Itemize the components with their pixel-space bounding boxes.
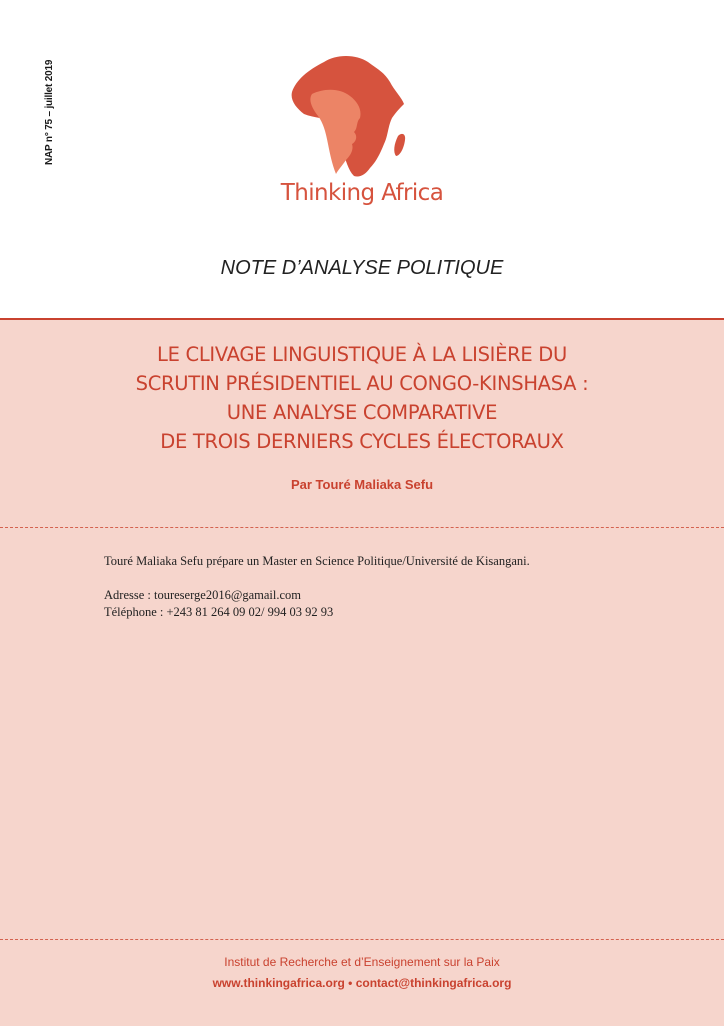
title-line: SCRUTIN PRÉSIDENTIEL AU CONGO-KINSHASA :: [135, 372, 589, 395]
issue-label: NAP n° 75 – juillet 2019: [44, 59, 55, 165]
email-link[interactable]: contact@thinkingafrica.org: [355, 976, 512, 990]
title-line: DE TROIS DERNIERS CYCLES ÉLECTORAUX: [160, 430, 564, 453]
divider: [0, 527, 724, 528]
institute-name: Institut de Recherche et d’Enseignement sur la Paix: [224, 955, 500, 969]
author-info: [104, 553, 664, 621]
separator-dot: •: [348, 976, 353, 990]
africa-logo-icon: [284, 48, 414, 188]
divider: [0, 939, 724, 940]
cover-header: [0, 0, 724, 318]
author-address: Adresse : toureserge2016@gamail.com: [104, 588, 301, 602]
footer-links: [0, 976, 724, 990]
title-line: UNE ANALYSE COMPARATIVE: [226, 401, 498, 424]
author-phone: Téléphone : +243 81 264 09 02/ 994 03 92 93: [104, 605, 334, 619]
title-line: LE CLIVAGE LINGUISTIQUE À LA LISIÈRE DU: [157, 343, 567, 366]
author-byline: Par Touré Maliaka Sefu: [290, 477, 434, 492]
document-title: [0, 340, 724, 456]
series-title: NOTE D’ANALYSE POLITIQUE: [220, 257, 504, 279]
brand-name: Thinking Africa: [280, 180, 444, 206]
madagascar-shape: [394, 134, 405, 156]
website-link[interactable]: www.thinkingafrica.org: [212, 976, 345, 990]
author-bio: Touré Maliaka Sefu prépare un Master en Science Politique/Université de Kisangani.: [104, 554, 530, 568]
